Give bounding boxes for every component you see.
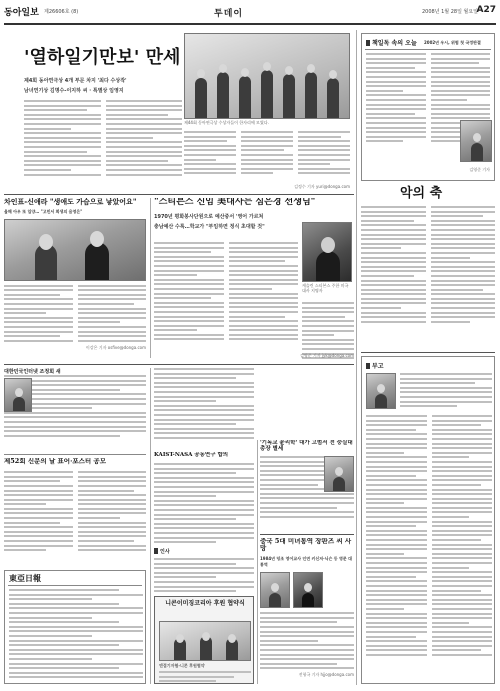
couple-story bbox=[4, 198, 146, 360]
people-box bbox=[154, 548, 254, 594]
event-caption: 엔접기자협-니콘 후원협약 bbox=[159, 663, 205, 668]
couple-headline: 차인표-신애라 "생애도 가슴으로 낳았어요" bbox=[4, 198, 137, 206]
contest-notice bbox=[4, 458, 146, 566]
teacher-story bbox=[154, 198, 354, 360]
newspaper-name: 동아일보 bbox=[4, 8, 39, 18]
column-body-lower bbox=[361, 206, 495, 348]
teacher-sub2: 충남예산 수록…학교가 "부임하면 정식 초대할 것" bbox=[154, 223, 265, 230]
column-date: 2002년 우시, 위험 첫 국정판결 bbox=[424, 40, 481, 45]
section-title: 투데이 bbox=[214, 9, 244, 19]
middle-brief-column bbox=[154, 368, 254, 448]
kaist-headline: KAIST-NASA 공동연구 합의 bbox=[154, 452, 229, 458]
historic-photo bbox=[293, 572, 323, 608]
contest-headline: 제52회 신문의 날 표어·포스터 공모 bbox=[4, 458, 106, 465]
event-box bbox=[154, 596, 254, 684]
edition-number: 제26606호 (8) bbox=[44, 9, 79, 15]
china-sub: 1984년 덩조 영어교사 인연 키신저·닉슨 등 영문 대 통역 bbox=[260, 556, 352, 568]
column-box bbox=[361, 33, 495, 181]
teacher-headline: "스티븐스 신임 美대사는 심은경 선생님" bbox=[154, 198, 316, 207]
obituary-box bbox=[361, 356, 495, 684]
event-photo bbox=[159, 621, 251, 661]
columnist-photo bbox=[460, 120, 492, 162]
kaist-story bbox=[154, 452, 254, 548]
obituary-photo bbox=[324, 456, 354, 492]
obituary-kicker: 부고 bbox=[372, 363, 384, 370]
teacher-sub1: 1970년 평화봉사단원으로 예산중서 '영어 가르쳐 bbox=[154, 213, 264, 220]
top-story-body bbox=[24, 100, 182, 184]
couple-byline: 이강은 기자 osfive@donga.com bbox=[85, 345, 146, 351]
top-story-sub2: 남녀연기상 김명수-이지하 씨 · 특별상 임영지 bbox=[24, 88, 124, 94]
obituary-headline: '기독교 윤리학' 대가 고범서 전 숭실대 총장 별세 bbox=[260, 440, 353, 453]
page-number: A27 bbox=[476, 5, 496, 15]
top-story-sub1: 제4회 동아연극상 4개 부문 차지 '최다 수상작' bbox=[24, 78, 127, 84]
award-photo-caption: 제44회 동아연극상 수상자들이 한자리에 모였다. bbox=[184, 120, 269, 125]
publisher-name: 東亞日報 bbox=[9, 573, 41, 583]
china-headline: 중국 5대 미녀통역 장판즈 씨 사망 bbox=[260, 538, 352, 553]
china-story bbox=[260, 538, 354, 684]
profile-brief-title: 대한민국인터넷 조정회 새 bbox=[4, 369, 61, 375]
top-story bbox=[4, 30, 352, 190]
top-story-body-right bbox=[184, 131, 350, 183]
page-header bbox=[4, 3, 496, 25]
profile-photo bbox=[4, 378, 32, 412]
award-group-photo bbox=[184, 33, 350, 119]
obituary-box-photo bbox=[366, 373, 396, 409]
people-kicker: 인사 bbox=[160, 549, 170, 555]
top-story-headline: '열하일기만보' 만세 bbox=[24, 47, 181, 68]
ambassador-photo bbox=[302, 222, 352, 282]
top-story-byline: 김정수 기자 yuri@donga.com bbox=[294, 184, 350, 189]
china-byline: 전형국 기자 hjjo@donga.com bbox=[298, 672, 354, 677]
obituary-story bbox=[260, 440, 354, 532]
publisher-info bbox=[4, 570, 146, 684]
event-title: 니콘이미징코리아 후원 협약식 bbox=[165, 600, 245, 607]
couple-sub: 올해 아우 또 입양… "고민서 희생의 음영은" bbox=[4, 208, 83, 214]
teacher-byline: 김영준 기자 jyk@donga.com bbox=[300, 353, 354, 358]
ambassador-caption: 캐슬린 스티븐스 주한 미국대사 지명자 bbox=[302, 283, 349, 293]
profile-brief bbox=[4, 368, 146, 450]
column-kicker: 책일독 속의 오늘 bbox=[372, 40, 417, 47]
couple-photo bbox=[4, 219, 146, 281]
column-title: 악의 축 bbox=[400, 186, 443, 201]
issue-date: 2008년 1월 28일 월요일 bbox=[421, 9, 478, 15]
interpreter-photo bbox=[260, 572, 290, 608]
column-byline: 김영준 기자 bbox=[469, 167, 490, 172]
